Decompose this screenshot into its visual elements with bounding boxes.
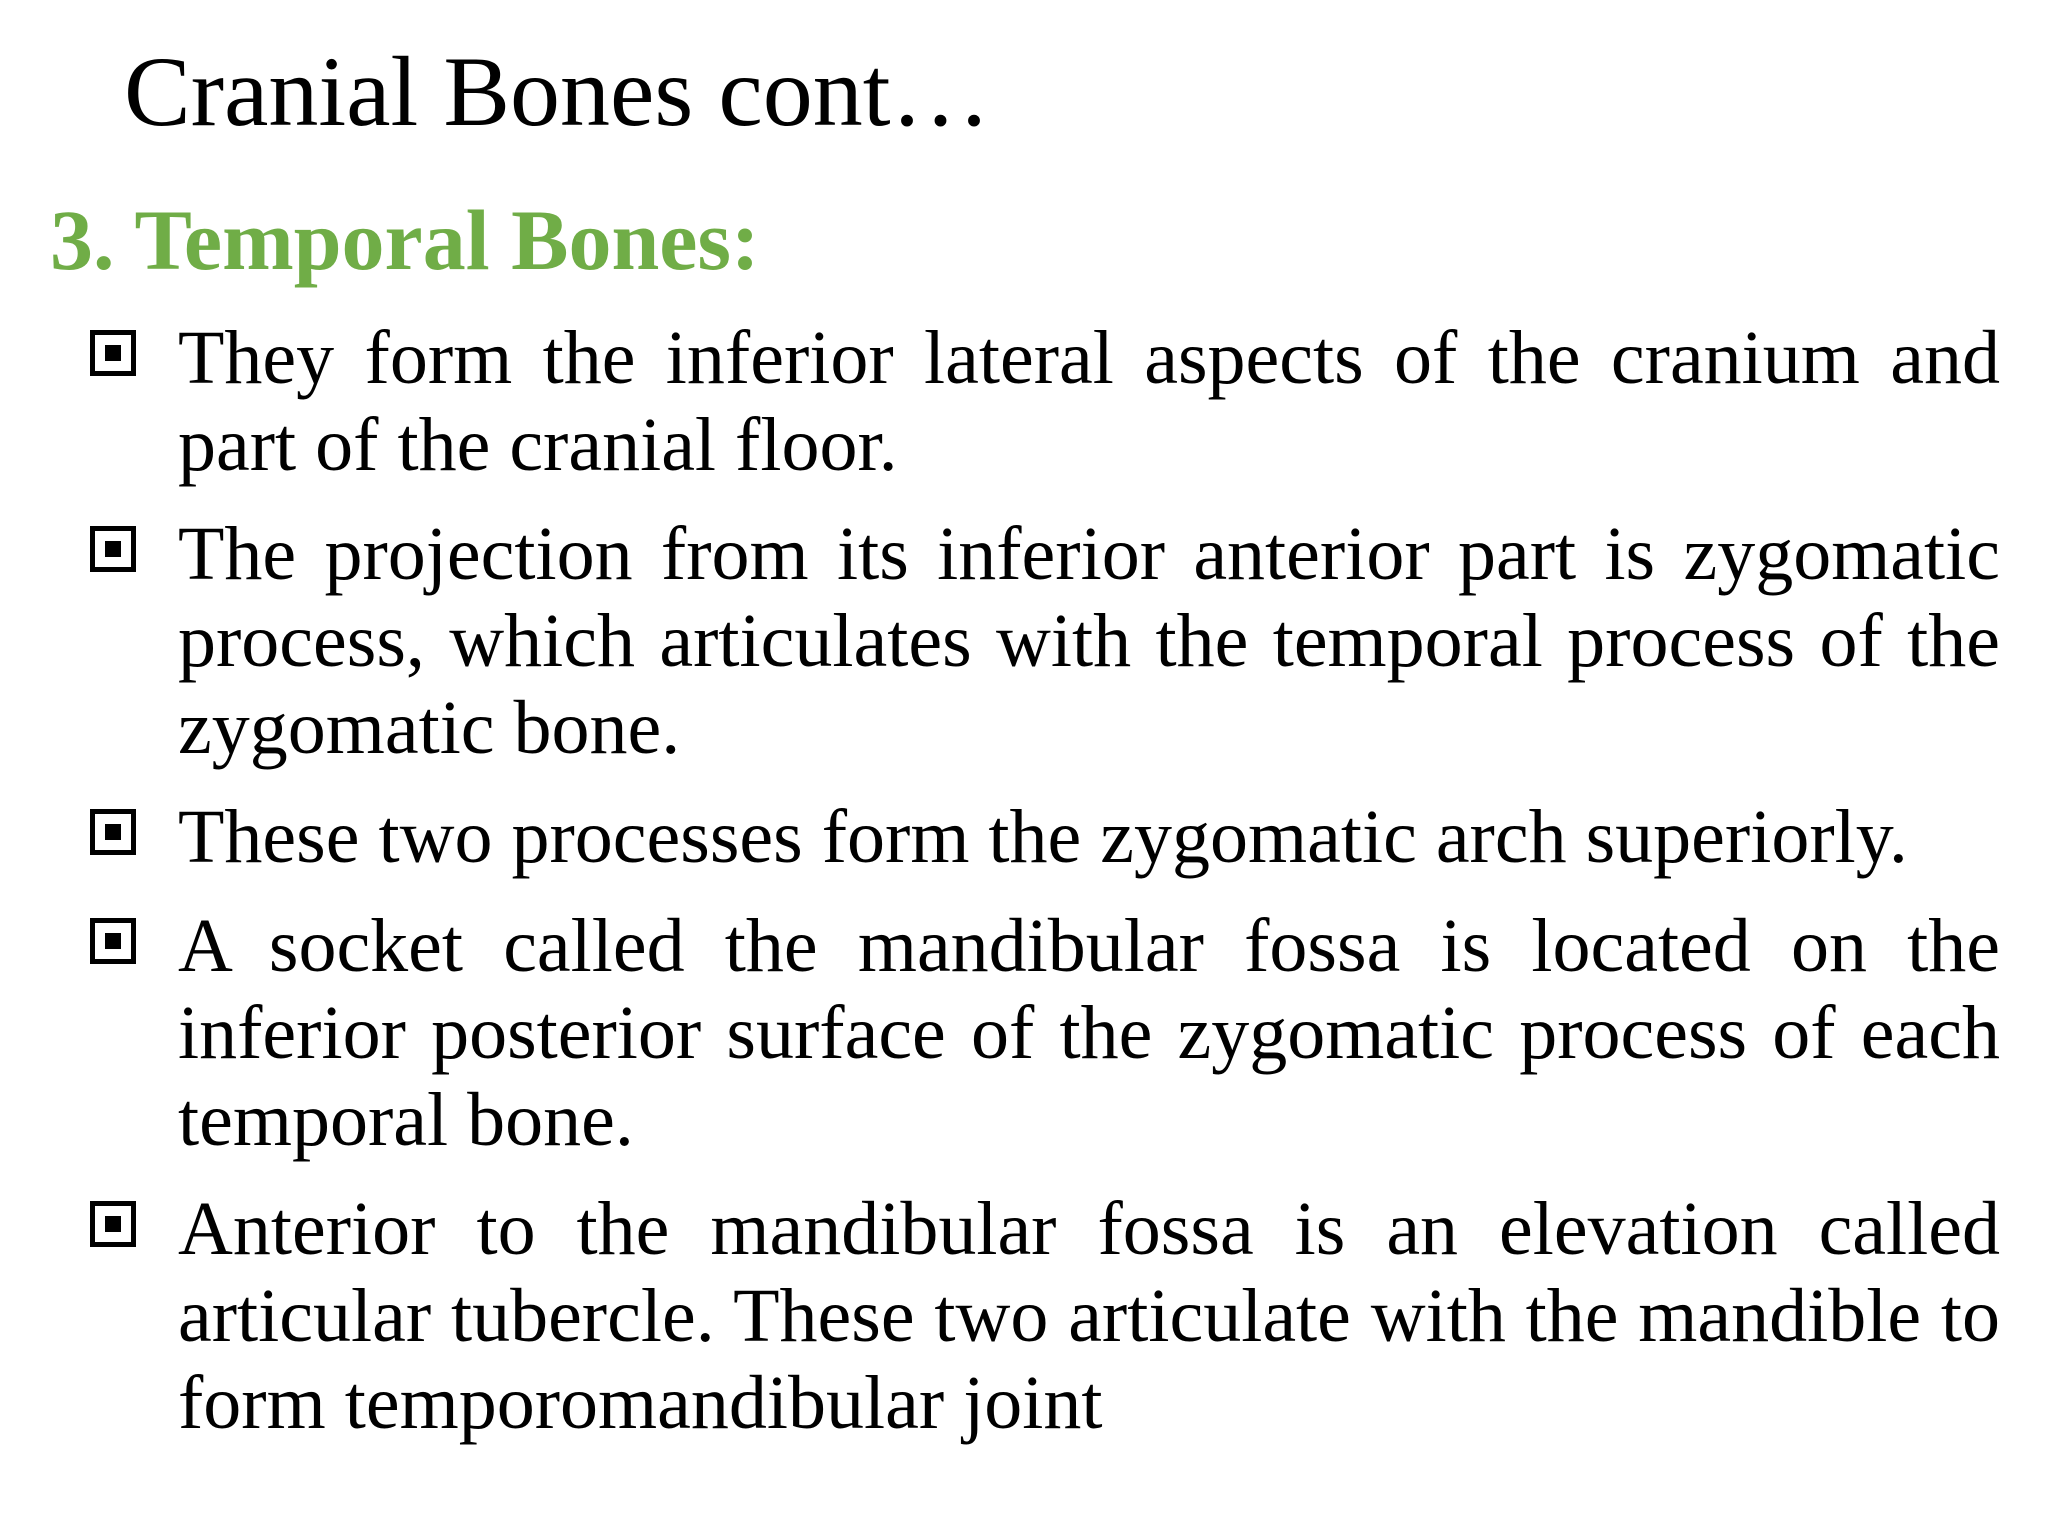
bullet-text: They form the inferior lateral aspects of the cranium and part of the cranial floor. (178, 316, 2000, 487)
bullet-item (90, 1186, 2000, 1447)
boxed-square-bullet-icon (90, 1201, 136, 1247)
boxed-square-bullet-icon (90, 809, 136, 855)
bullet-item (90, 794, 2000, 881)
bullet-list (90, 315, 2000, 1469)
section-heading: 3. Temporal Bones: (50, 192, 760, 288)
boxed-square-bullet-icon (90, 330, 136, 376)
bullet-text: These two processes form the zygomatic arch superiorly. (178, 795, 1908, 879)
bullet-text: Anterior to the mandibular fossa is an elevation called articular tubercle. These two articulate with the mandible to form temporomandibular joint (178, 1187, 2000, 1445)
bullet-text: A socket called the mandibular fossa is located on the inferior posterior surface of the zygomatic process of each temporal bone. (178, 904, 2000, 1162)
boxed-square-bullet-icon (90, 526, 136, 572)
slide-title: Cranial Bones cont… (124, 36, 991, 147)
bullet-text: The projection from its inferior anterior part is zygomatic process, which articulates with the temporal process of the zygomatic bone. (178, 512, 2000, 770)
bullet-item (90, 315, 2000, 489)
bullet-item (90, 903, 2000, 1164)
boxed-square-bullet-icon (90, 918, 136, 964)
bullet-item (90, 511, 2000, 772)
